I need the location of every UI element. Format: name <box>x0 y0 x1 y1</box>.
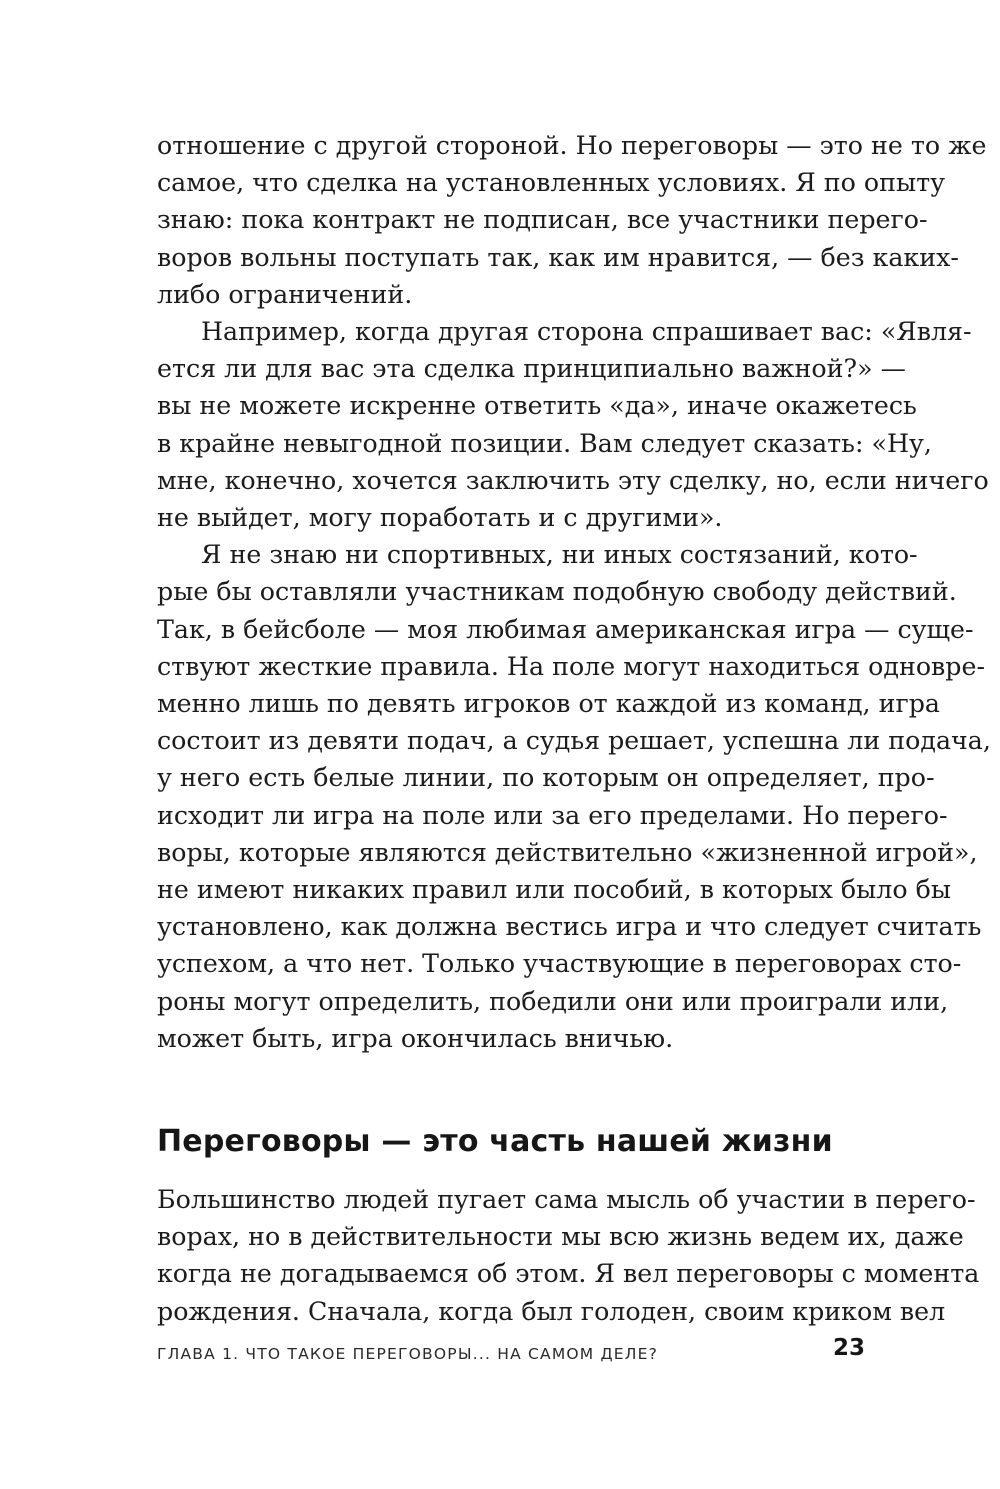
page-footer <box>157 1335 865 1369</box>
text-line: установлено, как должна вестись игра и что следует считать <box>157 912 982 942</box>
text-line: не имеют никаких правил или пособий, в которых было бы <box>157 875 951 905</box>
paragraph-3 <box>157 536 991 1057</box>
text-line: вы не можете искренне ответить «да», иначе окажетесь <box>157 391 917 421</box>
text-line: воры, которые являются действительно «жизненной игрой», <box>157 837 978 867</box>
text-line: самое, что сделка на установленных условиях. Я по опыту <box>157 168 946 198</box>
text-line: ворах, но в действительности мы всю жизнь ведем их, даже <box>157 1222 964 1252</box>
text-line: ется ли для вас эта сделка принципиально важной?» — <box>157 354 906 384</box>
text-line: у него есть белые линии, по которым он определяет, про- <box>157 763 935 793</box>
text-line: может быть, игра окончилась вничью. <box>157 1023 674 1053</box>
text-line: Так, в бейсболе — моя любимая американская игра — суще- <box>157 614 974 644</box>
text-line: Например, когда другая сторона спрашивает вас: «Явля- <box>201 317 972 347</box>
text-line: рождения. Сначала, когда был голоден, своим криком вел <box>157 1296 946 1326</box>
text-line: воров вольны поступать так, как им нравится, — без каких- <box>157 242 959 272</box>
text-line: роны могут определить, победили они или проиграли или, <box>157 986 949 1016</box>
text-line: ствуют жесткие правила. На поле могут находиться одновре- <box>157 651 986 681</box>
main-text <box>157 127 991 1057</box>
section-heading: Переговоры — это часть нашей жизни <box>157 1124 833 1159</box>
text-line: состоит из девяти подач, а судья решает, успешна ли подача, <box>157 726 991 756</box>
text-line: когда не догадываемся об этом. Я вел переговоры с момента <box>157 1259 980 1289</box>
text-line: не выйдет, могу поработать и с другими». <box>157 503 723 533</box>
text-line: знаю: пока контракт не подписан, все участники перего- <box>157 205 928 235</box>
text-line: мне, конечно, хочется заключить эту сделку, но, если ничего <box>157 465 989 495</box>
text-line: в крайне невыгодной позиции. Вам следует сказать: «Ну, <box>157 428 932 458</box>
running-head: ГЛАВА 1. ЧТО ТАКОЕ ПЕРЕГОВОРЫ... НА САМОМ ДЕЛЕ? <box>157 1345 659 1363</box>
paragraph-1 <box>157 127 987 313</box>
text-line: отношение с другой стороной. Но переговоры — это не то же <box>157 131 987 160</box>
text-line: рые бы оставляли участникам подобную свободу действий. <box>157 577 957 607</box>
text-line: исходит ли игра на поле или за его пределами. Но перего- <box>157 800 948 830</box>
paragraph-2 <box>157 313 989 536</box>
page-number: 23 <box>832 1335 865 1361</box>
text-line: Я не знаю ни спортивных, ни иных состязаний, кото- <box>201 540 918 570</box>
text-line: либо ограничений. <box>157 279 413 309</box>
text-line: успехом, а что нет. Только участвующие в переговорах сто- <box>157 949 962 979</box>
text-line: Большинство людей пугает сама мысль об участии в перего- <box>157 1185 976 1214</box>
text-line: менно лишь по девять игроков от каждой из команд, игра <box>157 689 940 719</box>
section-paragraph <box>157 1181 980 1330</box>
